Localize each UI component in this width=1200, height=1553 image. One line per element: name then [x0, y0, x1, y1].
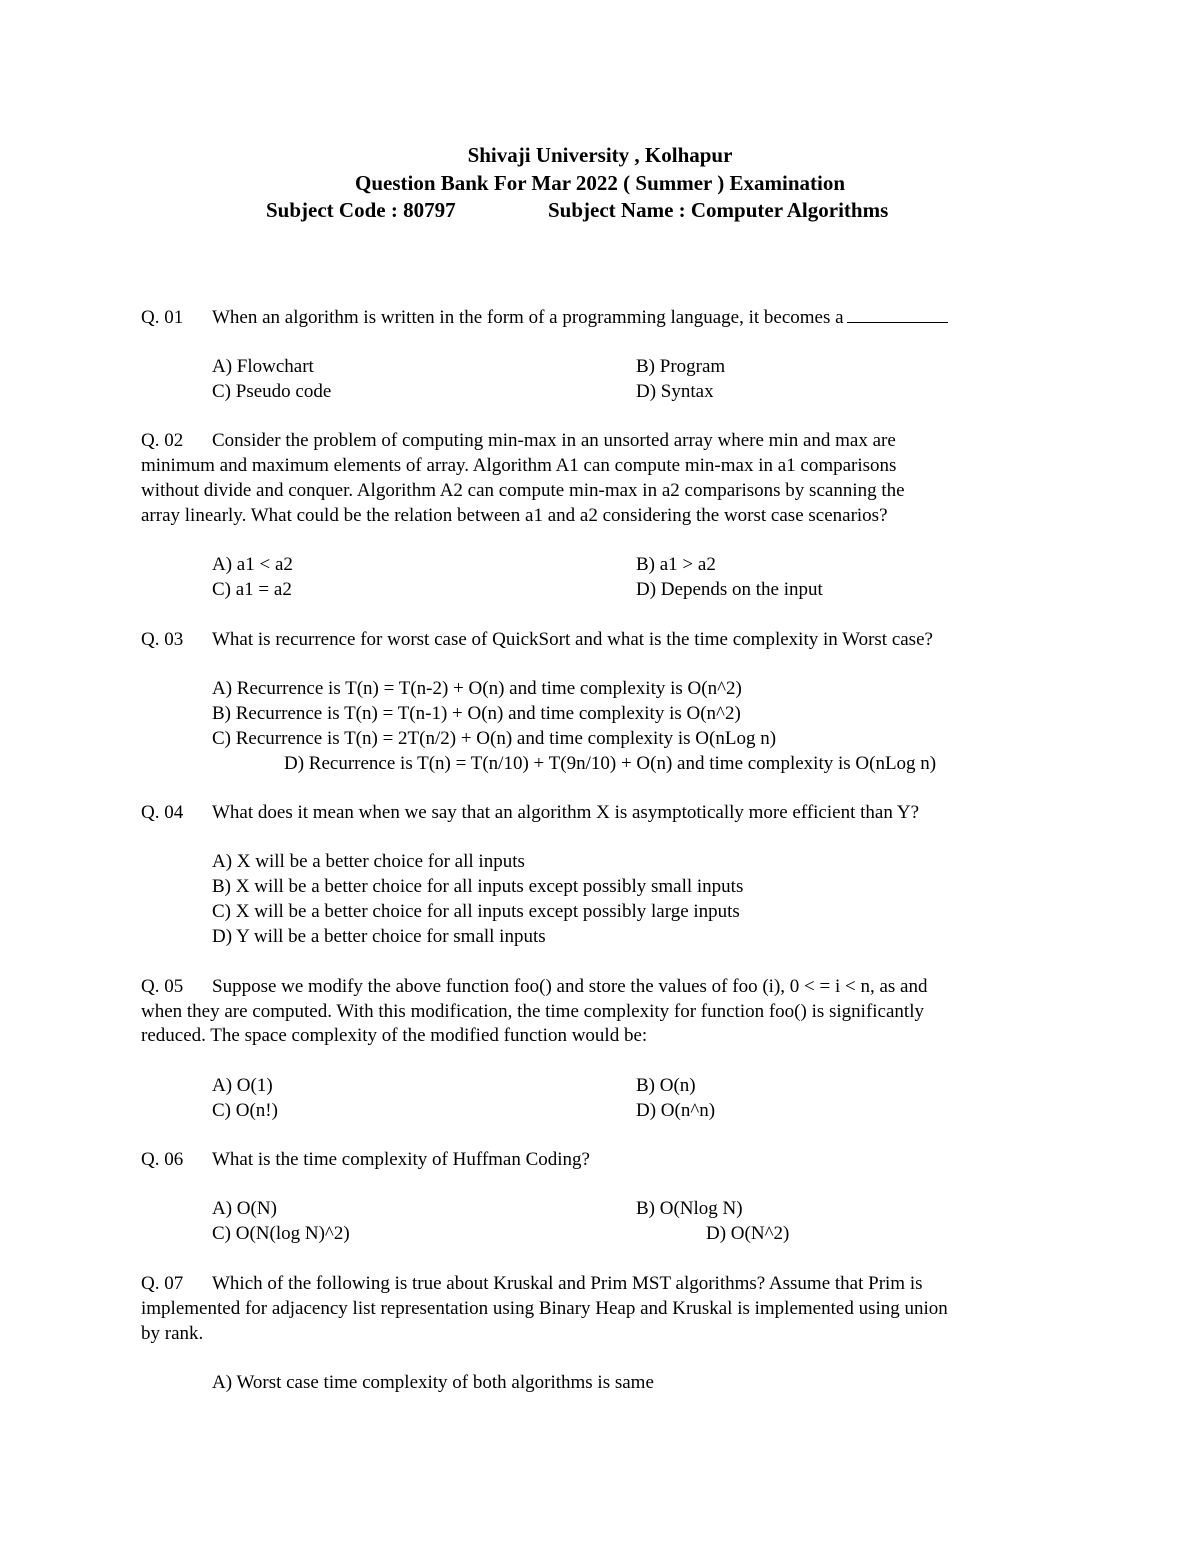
question-text-line: What does it mean when we say that an algorithm X is asymptotically more efficient than Y?	[212, 802, 920, 823]
question-text-line: implemented for adjacency list representation using Binary Heap and Kruskal is implemented using union	[141, 1298, 948, 1319]
subject-name: Subject Name : Computer Algorithms	[548, 198, 889, 222]
question-number: Q. 04	[141, 802, 184, 823]
option-a: A) Recurrence is T(n) = T(n-2) + O(n) and time complexity is O(n^2)	[212, 678, 742, 699]
university-title: Shivaji University , Kolhapur	[467, 143, 733, 167]
question-number: Q. 06	[141, 1149, 184, 1170]
option-a: A) a1 < a2	[212, 554, 293, 575]
question-number: Q. 07	[141, 1273, 184, 1294]
option-b: B) X will be a better choice for all inputs except possibly small inputs	[212, 876, 744, 897]
option-a: A) Flowchart	[212, 356, 314, 377]
option-c: C) Pseudo code	[212, 381, 332, 402]
option-d: D) O(n^n)	[636, 1100, 716, 1121]
option-d: D) O(N^2)	[706, 1223, 790, 1244]
question-number: Q. 01	[141, 307, 184, 328]
option-d: D) Syntax	[636, 381, 714, 402]
question-text-line: without divide and conquer. Algorithm A2 can compute min-max in a2 comparisons by scanning the	[141, 480, 905, 501]
question-text-line: by rank.	[141, 1323, 204, 1344]
option-d: D) Recurrence is T(n) = T(n/10) + T(9n/10) + O(n) and time complexity is O(nLog n)	[284, 753, 937, 774]
question-text-line: What is the time complexity of Huffman Coding?	[212, 1149, 590, 1170]
option-c: C) a1 = a2	[212, 579, 292, 600]
subject-code: Subject Code : 80797	[266, 198, 456, 222]
option-c: C) O(N(log N)^2)	[212, 1223, 350, 1244]
question-text-line: minimum and maximum elements of array. Algorithm A1 can compute min-max in a1 comparisons	[141, 455, 897, 476]
option-d: D) Y will be a better choice for small inputs	[212, 926, 546, 947]
question-text-line: Which of the following is true about Kruskal and Prim MST algorithms? Assume that Prim is	[212, 1273, 923, 1294]
question-text-line: when they are computed. With this modification, the time complexity for function foo() is significantly	[141, 1001, 924, 1022]
question-number: Q. 02	[141, 430, 184, 451]
option-c: C) X will be a better choice for all inputs except possibly large inputs	[212, 901, 740, 922]
option-a: A) X will be a better choice for all inputs	[212, 851, 525, 872]
option-a: A) O(N)	[212, 1198, 277, 1219]
answer-blank	[847, 306, 948, 323]
question-text-line: Consider the problem of computing min-max in an unsorted array where min and max are	[212, 430, 896, 451]
question-text-line: array linearly. What could be the relation between a1 and a2 considering the worst case scenarios?	[141, 505, 888, 526]
option-a: A) Worst case time complexity of both algorithms is same	[212, 1372, 654, 1393]
question-text-line: What is recurrence for worst case of QuickSort and what is the time complexity in Worst case?	[212, 629, 933, 650]
option-c: C) Recurrence is T(n) = 2T(n/2) + O(n) and time complexity is O(nLog n)	[212, 728, 777, 749]
question-text	[212, 306, 948, 330]
option-b: B) Program	[636, 356, 726, 377]
option-b: B) a1 > a2	[636, 554, 716, 575]
question-text-line: When an algorithm is written in the form of a programming language, it becomes a	[212, 307, 844, 328]
option-d: D) Depends on the input	[636, 579, 823, 600]
option-b: B) O(Nlog N)	[636, 1198, 743, 1219]
question-text-line: Suppose we modify the above function foo() and store the values of foo (i), 0 < = i < n, as and	[212, 976, 928, 997]
exam-title: Question Bank For Mar 2022 ( Summer ) Examination	[354, 171, 846, 195]
option-a: A) O(1)	[212, 1075, 273, 1096]
option-b: B) Recurrence is T(n) = T(n-1) + O(n) and time complexity is O(n^2)	[212, 703, 741, 724]
question-number: Q. 03	[141, 629, 184, 650]
option-c: C) O(n!)	[212, 1100, 278, 1121]
option-b: B) O(n)	[636, 1075, 696, 1096]
question-number: Q. 05	[141, 976, 184, 997]
question-text-line: reduced. The space complexity of the modified function would be:	[141, 1025, 648, 1046]
